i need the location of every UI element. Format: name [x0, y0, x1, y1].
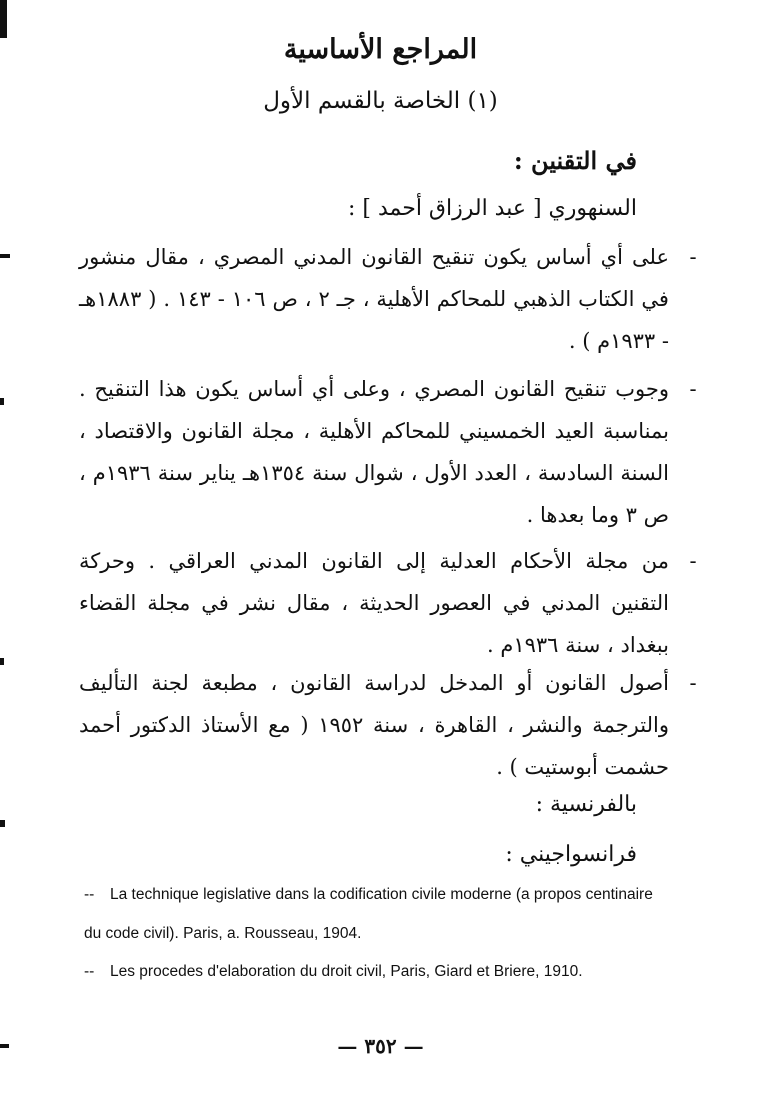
reference-entry — [79, 236, 697, 362]
page-number: — ٣٥٢ — — [337, 1034, 424, 1058]
author-heading-francois: فرانسواجيني : — [505, 842, 637, 867]
french-reference-entry — [84, 952, 664, 991]
section-heading-codification: في التقنين : — [513, 146, 637, 175]
reference-entry — [79, 662, 697, 788]
scan-edge-mark — [0, 254, 10, 258]
scan-edge-mark — [0, 0, 7, 38]
french-reference-entry — [84, 875, 664, 953]
entry-text: من مجلة الأحكام العدلية إلى القانون المدني العراقي . وحركة التقنين المدني في العصور الحديثة ، مقال نشر في مجلة القضاء ببغداد ، سنة ١٩٣٦م . — [79, 549, 669, 657]
entry-dash: - — [689, 671, 697, 695]
entry-text: Les procedes d'elaboration du droit civil, Paris, Giard et Briere, 1910. — [110, 963, 583, 980]
page-title: المراجع الأساسية — [283, 34, 478, 65]
entry-text: وجوب تنقيح القانون المصري ، وعلى أي أساس يكون هذا التنقيح . بمناسبة العيد الخمسيني للمحاكم الأهلية ، مجلة القانون والاقتصاد ، السنة السادسة ، العدد الأول ، شوال سنة ١٣٥٤هـ يناير سنة ١٩٣٦م ، ص ٣ وما بعدها . — [79, 377, 669, 527]
scan-edge-mark — [0, 398, 4, 405]
scan-edge-mark — [0, 820, 5, 827]
reference-entry — [79, 540, 697, 666]
entry-dash: - — [689, 245, 697, 269]
entry-dash: -- — [84, 963, 95, 980]
section-heading-french: بالفرنسية : — [535, 792, 637, 817]
scan-edge-mark — [0, 658, 4, 665]
entry-text: La technique legislative dans la codification civile moderne (a propos centinaire du code civil). Paris, a. Rousseau, 1904. — [84, 886, 653, 942]
entry-text: أصول القانون أو المدخل لدراسة القانون ، مطبعة لجنة التأليف والترجمة والنشر ، القاهرة ، سنة ١٩٥٢ ( مع الأستاذ الدكتور أحمد حشمت أبوستيت ) . — [79, 671, 669, 779]
section-subtitle: (١) الخاصة بالقسم الأول — [263, 88, 498, 114]
entry-dash: -- — [84, 886, 95, 903]
author-heading-sanhouri: السنهوري [ عبد الرزاق أحمد ] : — [347, 196, 637, 221]
entry-dash: - — [689, 549, 697, 573]
entry-dash: - — [689, 377, 697, 401]
entry-text: على أي أساس يكون تنقيح القانون المدني المصري ، مقال منشور في الكتاب الذهبي للمحاكم الأهلية ، جـ ٢ ، ص ١٠٦ - ١٤٣ . ( ١٨٨٣هـ - ١٩٣٣م ) . — [79, 245, 669, 353]
reference-entry — [79, 368, 697, 536]
